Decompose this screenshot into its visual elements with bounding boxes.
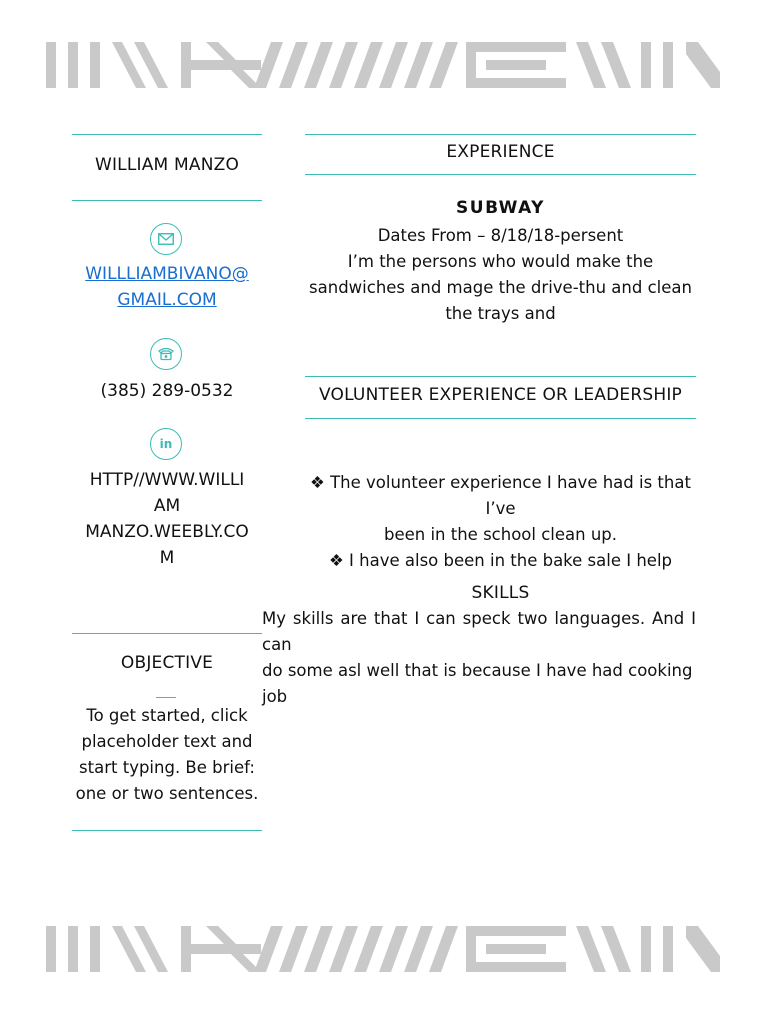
employment-dates: Dates From – 8/18/18-persent — [377, 226, 624, 245]
objective-short-rule — [156, 697, 176, 698]
decorative-pattern-top — [46, 42, 720, 88]
objective-heading: OBJECTIVE — [120, 653, 214, 673]
skills-line-3: job — [262, 687, 288, 706]
volunteer-item — [305, 548, 696, 574]
email-icon — [150, 223, 182, 255]
name-bottom-rule — [72, 200, 262, 201]
volunteer-item-text: I have also been in the bake sale I help — [349, 551, 673, 570]
objective-bottom-rule — [72, 830, 262, 831]
skills-line-2: do some asl well that is because I have had cooking — [262, 661, 693, 680]
company-name: SUBWAY — [456, 198, 545, 218]
linkedin-icon[interactable] — [150, 428, 182, 460]
volunteer-list — [305, 470, 696, 574]
website-line-1: HTTP//WWW.WILLI — [89, 470, 245, 490]
experience-top-rule — [305, 134, 696, 135]
objective-line-2: placeholder text and — [81, 732, 253, 751]
decorative-pattern-bottom — [46, 926, 720, 972]
volunteer-item-text: The volunteer experience I have had is that I’ve — [330, 473, 691, 518]
volunteer-heading: VOLUNTEER EXPERIENCE OR LEADERSHIP — [319, 385, 682, 405]
email-address[interactable] — [72, 261, 262, 313]
website-line-2: AM — [153, 496, 181, 516]
objective-text — [72, 703, 262, 807]
candidate-name: WILLIAM MANZO — [94, 155, 240, 175]
website-line-4: M — [159, 548, 175, 568]
phone-number: (385) 289-0532 — [100, 381, 234, 401]
objective-line-1: To get started, click — [86, 706, 248, 725]
email-line-2[interactable]: GMAIL.COM — [117, 290, 217, 310]
bullet-icon: ❖ — [328, 551, 344, 570]
skills-heading: SKILLS — [471, 583, 530, 603]
objective-line-3: start typing. Be brief: — [79, 758, 255, 777]
objective-top-rule — [72, 633, 262, 634]
objective-line-4: one or two sentences. — [75, 784, 259, 803]
volunteer-bottom-rule — [305, 418, 696, 419]
volunteer-item-continued: been in the school clean up. — [383, 525, 618, 544]
phone-icon — [150, 338, 182, 370]
email-line-1[interactable]: WILLLIAMBIVANO@ — [85, 264, 249, 284]
skills-line-1: My skills are that I can speck two languages. And I can — [262, 609, 696, 654]
linkedin-glyph: in — [159, 437, 173, 451]
name-top-rule — [72, 134, 262, 135]
experience-bottom-rule — [305, 174, 696, 175]
job-description-line-2: sandwiches and mage the drive-thu and clean — [309, 278, 692, 297]
bullet-icon: ❖ — [310, 473, 325, 492]
website-url — [72, 467, 262, 571]
job-description-line-3: the trays and — [445, 304, 556, 323]
website-line-3: MANZO.WEEBLY.CO — [85, 522, 249, 542]
volunteer-item — [305, 470, 696, 522]
job-description-line-1: I’m the persons who would make the — [347, 252, 654, 271]
experience-details — [305, 223, 696, 327]
experience-heading: EXPERIENCE — [446, 142, 555, 162]
skills-text — [262, 606, 696, 710]
volunteer-top-rule — [305, 376, 696, 377]
